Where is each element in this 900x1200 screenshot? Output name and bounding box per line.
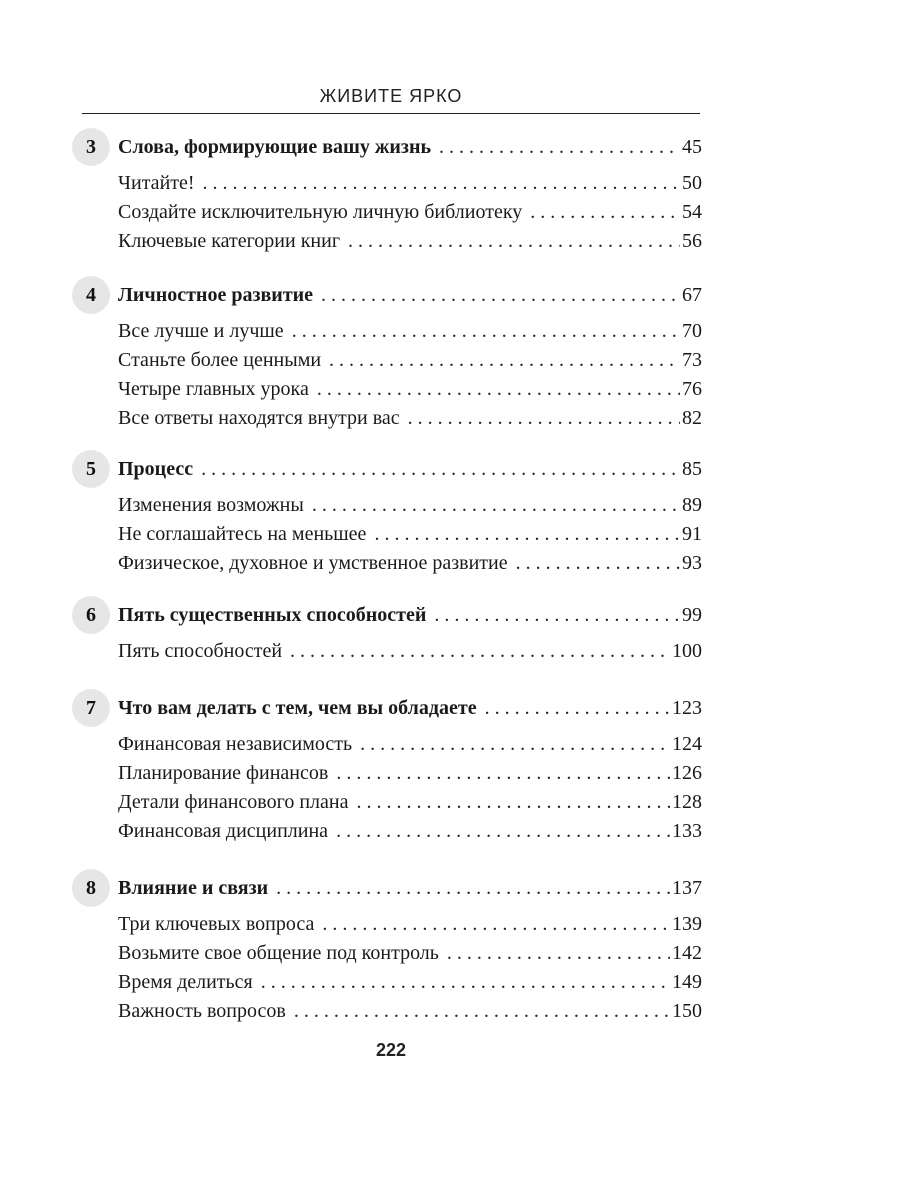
toc-section-entry (118, 730, 702, 758)
page-ref: 99 (682, 604, 702, 626)
dot-leader (360, 730, 670, 758)
section-title: Пять способностей (118, 640, 283, 662)
toc-section-entry (118, 997, 702, 1025)
chapter-title: Пять существенных способностей (118, 604, 427, 626)
chapter-number-badge: 4 (72, 276, 110, 314)
page-ref: 91 (682, 523, 702, 545)
section-title: Станьте более ценными (118, 349, 322, 371)
page-ref: 73 (682, 349, 702, 371)
toc-section-entry (118, 788, 702, 816)
toc-section-entry (118, 317, 702, 345)
dot-leader (374, 520, 680, 548)
toc-section-entry (118, 968, 702, 996)
toc-section-entry (118, 375, 702, 403)
toc-section-entry (118, 169, 702, 197)
dot-leader (447, 939, 670, 967)
header-rule (82, 113, 700, 114)
section-title: Изменения возможны (118, 494, 304, 516)
dot-leader (329, 346, 680, 374)
chapter-number-badge: 5 (72, 450, 110, 488)
page-ref: 100 (672, 640, 702, 662)
dot-leader (348, 227, 680, 255)
dot-leader (261, 968, 670, 996)
toc-chapter-entry (118, 694, 702, 722)
section-title: Ключевые категории книг (118, 230, 341, 252)
page-ref: 85 (682, 458, 702, 480)
chapter-title: Процесс (118, 458, 194, 480)
page-ref: 123 (672, 697, 702, 719)
toc-section-entry (118, 491, 702, 519)
page-ref: 93 (682, 552, 702, 574)
toc-section-entry (118, 404, 702, 432)
toc-chapter-entry (118, 455, 702, 483)
page-ref: 149 (672, 971, 702, 993)
toc-chapter-entry (118, 601, 702, 629)
page-ref: 124 (672, 733, 702, 755)
page-ref: 76 (682, 378, 702, 400)
dot-leader (530, 198, 680, 226)
page-ref: 137 (672, 877, 702, 899)
page-ref: 67 (682, 284, 702, 306)
section-title: Четыре главных урока (118, 378, 309, 400)
toc-section-entry (118, 817, 702, 845)
chapter-number-badge: 3 (72, 128, 110, 166)
page-number: 222 (375, 1040, 407, 1060)
section-title: Не соглашайтесь на меньшее (118, 523, 367, 545)
section-title: Создайте исключительную личную библиотеку (118, 201, 523, 223)
dot-leader (336, 759, 670, 787)
toc-chapter-entry (118, 281, 702, 309)
page-ref: 82 (682, 407, 702, 429)
page-ref: 54 (682, 201, 702, 223)
page-ref: 139 (672, 913, 702, 935)
chapter-number-badge: 8 (72, 869, 110, 907)
page-ref: 56 (682, 230, 702, 252)
page-ref: 45 (682, 136, 702, 158)
page-ref: 126 (672, 762, 702, 784)
dot-leader (317, 375, 680, 403)
section-title: Возьмите свое общение под контроль (118, 942, 439, 964)
toc-section-entry (118, 549, 702, 577)
toc-section-entry (118, 346, 702, 374)
page-ref: 50 (682, 172, 702, 194)
chapter-number-badge: 6 (72, 596, 110, 634)
page-ref: 70 (682, 320, 702, 342)
dot-leader (439, 133, 680, 161)
section-title: Физическое, духовное и умственное развитие (118, 552, 508, 574)
dot-leader (516, 549, 680, 577)
section-title: Планирование финансов (118, 762, 329, 784)
page-ref: 133 (672, 820, 702, 842)
chapter-number-badge: 7 (72, 689, 110, 727)
toc-section-entry (118, 637, 702, 665)
page-ref: 128 (672, 791, 702, 813)
section-title: Финансовая независимость (118, 733, 353, 755)
toc-chapter-entry (118, 133, 702, 161)
section-title: Детали финансового плана (118, 791, 349, 813)
section-title: Все ответы находятся внутри вас (118, 407, 400, 429)
dot-leader (356, 788, 670, 816)
toc-section-entry (118, 910, 702, 938)
toc-section-entry (118, 227, 702, 255)
chapter-title: Что вам делать с тем, чем вы обладаете (118, 697, 477, 719)
toc-section-entry (118, 939, 702, 967)
dot-leader (203, 169, 680, 197)
dot-leader (290, 637, 670, 665)
section-title: Важность вопросов (118, 1000, 286, 1022)
dot-leader (485, 694, 670, 722)
section-title: Финансовая дисциплина (118, 820, 329, 842)
section-title: Читайте! (118, 172, 195, 194)
dot-leader (276, 874, 670, 902)
toc-section-entry (118, 759, 702, 787)
section-title: Время делиться (118, 971, 253, 993)
page-ref: 142 (672, 942, 702, 964)
chapter-title: Личностное развитие (118, 284, 314, 306)
toc-chapter-entry (118, 874, 702, 902)
toc-section-entry (118, 198, 702, 226)
section-title: Три ключевых вопроса (118, 913, 315, 935)
dot-leader (408, 404, 680, 432)
section-title: Все лучше и лучше (118, 320, 284, 342)
dot-leader (292, 317, 680, 345)
dot-leader (434, 601, 680, 629)
dot-leader (312, 491, 680, 519)
toc-section-entry (118, 520, 702, 548)
chapter-title: Слова, формирующие вашу жизнь (118, 136, 432, 158)
dot-leader (201, 455, 680, 483)
page-ref: 89 (682, 494, 702, 516)
chapter-title: Влияние и связи (118, 877, 269, 899)
dot-leader (322, 910, 670, 938)
dot-leader (321, 281, 680, 309)
running-head: ЖИВИТЕ ЯРКО (319, 86, 463, 106)
dot-leader (336, 817, 670, 845)
dot-leader (294, 997, 670, 1025)
page-ref: 150 (672, 1000, 702, 1022)
